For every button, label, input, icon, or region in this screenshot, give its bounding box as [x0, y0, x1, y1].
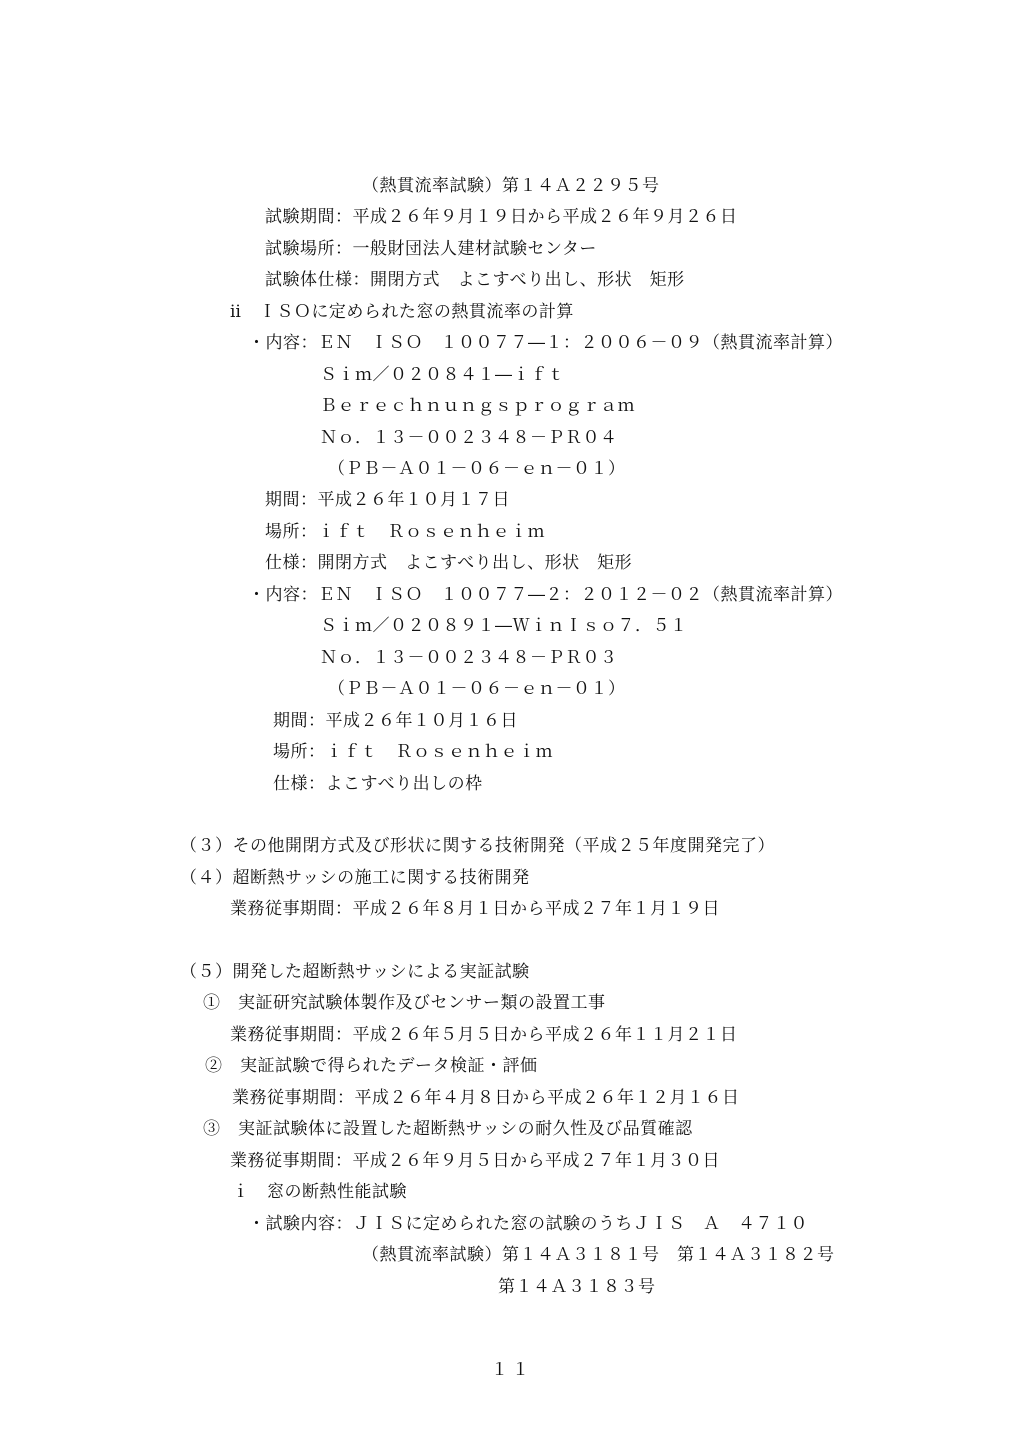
text-line: Ｓｉｍ／０２０８９１―ＷｉｎＩｓｏ７．５１: [320, 616, 688, 636]
text-line: 業務従事期間：平成２６年４月８日から平成２６年１２月１６日: [232, 1088, 740, 1108]
text-line: （熱貫流率試験）第１４Ａ３１８１号 第１４Ａ３１８２号: [362, 1245, 835, 1265]
text-line: 業務従事期間：平成２６年９月５日から平成２７年１月３０日: [230, 1151, 720, 1171]
text-line: ③ 実証試験体に設置した超断熱サッシの耐久性及び品質確認: [203, 1119, 693, 1139]
text-line: Ｎｏ．１３－００２３４８－ＰＲ０４: [320, 428, 618, 448]
text-line: 第１４Ａ３１８３号: [498, 1277, 656, 1297]
text-line: ⅱ ＩＳＯに定められた窓の熱貫流率の計算: [230, 302, 574, 322]
text-line: ・試験内容：ＪＩＳに定められた窓の試験のうちＪＩＳ Ａ ４７１０: [248, 1214, 808, 1234]
text-line: （熱貫流率試験）第１４Ａ２２９５号: [362, 176, 660, 196]
text-line: ｉ 窓の断熱性能試験: [232, 1182, 407, 1202]
text-line: ① 実証研究試験体製作及びセンサー類の設置工事: [203, 993, 606, 1013]
text-line: 期間：平成２６年１０月１７日: [265, 490, 510, 510]
text-line: 仕様：よこすべり出しの枠: [273, 774, 483, 794]
page-number: １１: [491, 1360, 533, 1380]
text-line: 試験体仕様：開閉方式 よこすべり出し、形状 矩形: [265, 270, 685, 290]
text-line: Ｓｉｍ／０２０８４１―ｉｆｔ: [320, 365, 565, 385]
text-line: 場所：ｉｆｔ Ｒｏｓｅｎｈｅｉｍ: [273, 742, 553, 762]
text-line: ② 実証試験で得られたデータ検証・評価: [205, 1056, 538, 1076]
text-line: Ｎｏ．１３－００２３４８－ＰＲ０３: [320, 648, 618, 668]
text-line: （ＰＢ－Ａ０１－０６－ｅｎ－０１）: [328, 679, 626, 699]
text-line: （４）超断熱サッシの施工に関する技術開発: [180, 868, 530, 888]
text-line: 試験場所：一般財団法人建材試験センター: [265, 239, 597, 259]
text-line: 業務従事期間：平成２６年５月５日から平成２６年１１月２１日: [230, 1025, 738, 1045]
text-line: （５）開発した超断熱サッシによる実証試験: [180, 962, 530, 982]
text-line: ・内容：ＥＮ ＩＳＯ １００７７―１：２００６－０９（熱貫流率計算）: [248, 333, 843, 353]
text-line: ・内容：ＥＮ ＩＳＯ １００７７―２：２０１２－０２（熱貫流率計算）: [248, 585, 843, 605]
text-line: 試験期間：平成２６年９月１９日から平成２６年９月２６日: [265, 207, 738, 227]
text-line: 場所：ｉｆｔ Ｒｏｓｅｎｈｅｉｍ: [265, 522, 545, 542]
text-line: （ＰＢ－Ａ０１－０６－ｅｎ－０１）: [328, 459, 626, 479]
text-line: （３）その他開閉方式及び形状に関する技術開発（平成２５年度開発完了）: [180, 836, 775, 856]
text-line: 仕様：開閉方式 よこすべり出し、形状 矩形: [265, 553, 633, 573]
text-line: 業務従事期間：平成２６年８月１日から平成２７年１月１９日: [230, 899, 720, 919]
text-line: Ｂｅｒｅｃｈｎｕｎｇｓｐｒｏｇｒａｍ: [320, 396, 635, 416]
text-line: 期間：平成２６年１０月１６日: [273, 711, 518, 731]
